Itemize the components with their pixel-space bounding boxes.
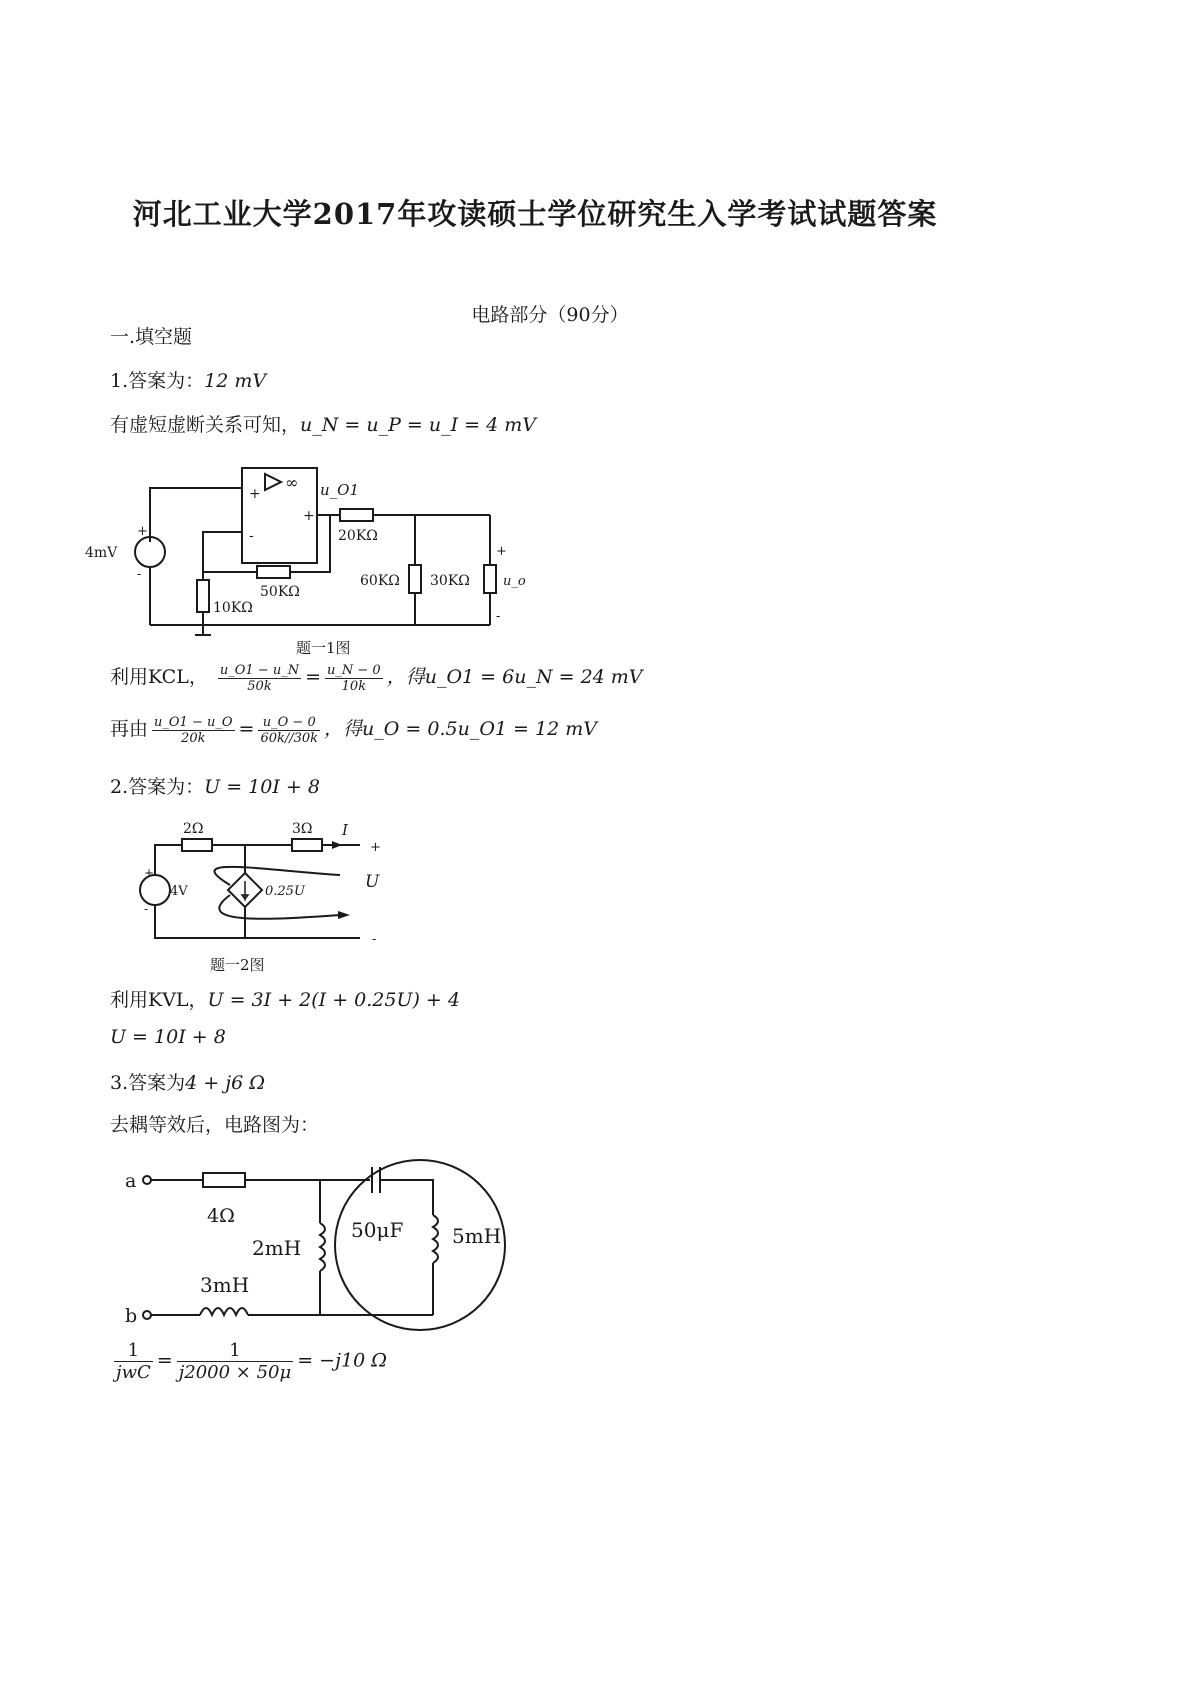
q1-re-frac2 xyxy=(258,715,320,746)
document-title: 河北工业大学2017年攻读硕士学位研究生入学考试试题答案 xyxy=(132,197,938,231)
source-4mv-label: 4mV xyxy=(85,545,118,561)
l3-label: 3mH xyxy=(200,1273,250,1297)
section-subtitle: 电路部分（90分） xyxy=(471,304,629,326)
q2-answer-prefix: 2.答案为： xyxy=(110,776,205,798)
q2-kvl-prefix: 利用KVL， xyxy=(110,989,208,1011)
q1-kcl-prefix: 利用KCL， xyxy=(110,666,208,688)
q3-answer xyxy=(110,1068,265,1095)
q1-line2 xyxy=(110,410,536,437)
r30-label: 30KΩ xyxy=(430,573,470,589)
r50-label: 50KΩ xyxy=(260,584,300,600)
opamp-plus-label: + xyxy=(249,486,261,502)
uo1-label: u_O1 xyxy=(320,481,360,499)
q1-re-prefix: 再由 xyxy=(110,718,149,740)
c50-label: 50μF xyxy=(351,1218,404,1242)
uo-minus-label: - xyxy=(496,609,501,624)
uo-label: u_o xyxy=(503,574,526,589)
q1-re-line: 再由 $\frac{u\_O1 - u\_O}{20k}$ = $\frac{u\_O - 0}{60k//30k}$ ，得u_O = 0.5u_O1 = 12 mV xyxy=(110,714,597,746)
source-plus-2: + xyxy=(144,866,155,880)
q2-result-line xyxy=(110,1026,226,1048)
section-heading-fill-blank: 一.填空题 xyxy=(110,326,193,348)
current-I-label: I xyxy=(342,821,348,839)
q2-answer xyxy=(110,772,320,799)
q3-answer-prefix: 3.答案为 xyxy=(110,1072,186,1094)
opamp-out-plus-label: + xyxy=(303,508,315,524)
q1-kcl-frac1 xyxy=(218,663,301,694)
q1-line2-text: 有虚短虚断关系可知， xyxy=(110,414,301,436)
r4-label: 4Ω xyxy=(207,1205,235,1227)
q1-re-frac1-den: 20k xyxy=(181,730,206,746)
q3-desc: 去耦等效后，电路图为： xyxy=(110,1114,320,1136)
q2-result: U = 10I + 8 xyxy=(110,1026,226,1048)
source-minus-2: - xyxy=(144,902,149,916)
source-plus-label: + xyxy=(137,524,148,539)
q3-eq-lhs xyxy=(114,1340,153,1383)
q1-kcl-frac2-den: 10k xyxy=(341,678,367,694)
q2-answer-value: U = 10I + 8 xyxy=(204,776,320,798)
q3-eq-lhs-num: 1 xyxy=(114,1340,153,1362)
source-minus-label: - xyxy=(137,567,142,582)
uo-plus-label: + xyxy=(496,544,507,559)
r60-label: 60KΩ xyxy=(360,573,400,589)
terminal-minus: - xyxy=(372,932,377,947)
q3-eq-rhs xyxy=(177,1340,294,1383)
opamp-minus-label: - xyxy=(249,528,254,544)
terminal-a-label: a xyxy=(125,1170,137,1192)
terminal-plus: + xyxy=(370,840,381,855)
q1-kcl-frac2 xyxy=(325,663,383,694)
circuit-figure-2 xyxy=(120,815,410,955)
q1-kcl-frac1-den: 50k xyxy=(247,678,272,694)
q2-kvl-line xyxy=(110,985,460,1012)
q1-re-frac2-den: 60k//30k xyxy=(260,730,319,746)
q1-re-result: ，得u_O = 0.5u_O1 = 12 mV xyxy=(324,718,597,740)
q1-re-frac1 xyxy=(152,715,235,746)
voltage-U-label: U xyxy=(365,872,380,892)
dep-source-label: 0.25U xyxy=(265,884,305,899)
q3-answer-value: 4 + j6 Ω xyxy=(185,1072,265,1094)
q1-re-frac2-num: u_O − 0 xyxy=(258,715,320,731)
l5-label: 5mH xyxy=(452,1224,502,1248)
q3-eq-lhs-den: jwC xyxy=(116,1362,151,1383)
r3-label: 3Ω xyxy=(292,821,313,837)
q1-kcl-result: ，得u_O1 = 6u_N = 24 mV xyxy=(386,666,643,688)
q1-kcl-frac1-num: u_O1 − u_N xyxy=(219,662,300,678)
q1-line2-math: u_N = u_P = u_I = 4 mV xyxy=(300,414,537,436)
q3-eq-result: = −j10 Ω xyxy=(297,1349,387,1372)
r10-label: 10KΩ xyxy=(213,600,253,616)
figure2-caption: 题一2图 xyxy=(210,956,265,974)
source-4v-label: 4V xyxy=(170,884,188,899)
l2-label: 2mH xyxy=(252,1236,302,1260)
q2-kvl-eq: U = 3I + 2(I + 0.25U) + 4 xyxy=(207,989,460,1011)
r20-label: 20KΩ xyxy=(338,528,378,544)
q3-eq-rhs-num: 1 xyxy=(177,1340,294,1362)
q1-answer-value: 12 mV xyxy=(204,370,267,392)
circuit-figure-1 xyxy=(85,460,545,660)
q3-equation: $\frac{1}{\text{jwC}}$ = $\frac{1}{j2000 \times 50\mu}$ = −j10 Ω xyxy=(116,1340,387,1383)
q1-re-frac1-num: u_O1 − u_O xyxy=(154,714,233,730)
figure1-caption: 题一1图 xyxy=(296,639,351,657)
q1-answer xyxy=(110,366,266,393)
q3-eq-rhs-den: j2000 × 50μ xyxy=(178,1362,292,1383)
opamp-infinity-label: ∞ xyxy=(285,473,299,492)
circuit-figure-3 xyxy=(115,1155,525,1335)
q1-answer-prefix: 1.答案为： xyxy=(110,370,205,392)
r2-label: 2Ω xyxy=(183,821,204,837)
q1-kcl-line: 利用KCL， $\frac{u\_O1 - u\_N}{50k}$ = $\frac{u\_N - 0}{10k}$ ，得u_O1 = 6u_N = 24 mV xyxy=(110,662,643,694)
terminal-b-label: b xyxy=(125,1305,138,1327)
q1-kcl-frac2-num: u_N − 0 xyxy=(327,662,381,678)
